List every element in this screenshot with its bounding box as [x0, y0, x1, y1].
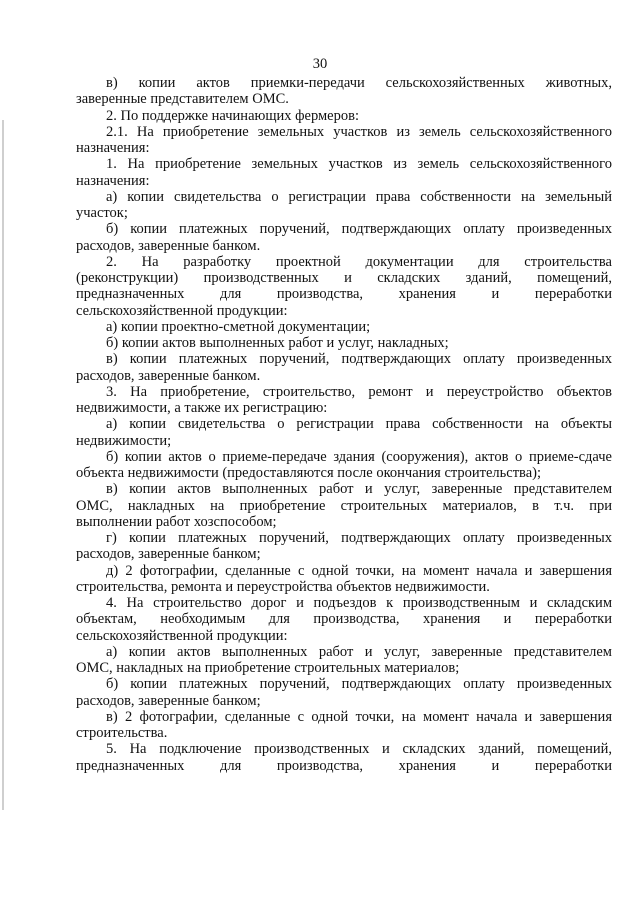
text-line: объекта недвижимости (предоставляются после окончания строительства); — [76, 465, 542, 481]
text-line: б) копии актов о приеме-передаче здания (сооружения), актов о приеме-сдаче — [106, 448, 612, 465]
text-line: ОМС, накладных на приобретение строительных материалов; — [76, 660, 460, 676]
text-line: д) 2 фотографии, сделанные с одной точки, на момент начала и завершения — [106, 562, 612, 579]
text-line: недвижимости; — [76, 432, 172, 449]
page-number: 30 — [312, 56, 328, 72]
text-line: в) копии актов выполненных работ и услуг, заверенные представителем — [106, 481, 612, 498]
text-line: строительства. — [76, 725, 168, 741]
text-line: сельскохозяйственной продукции: — [76, 627, 288, 644]
text-line: расходов, заверенные банком; — [76, 692, 261, 709]
text-line: 5. На подключение производственных и складских зданий, помещений, — [106, 741, 612, 758]
text-line: а) копии свидетельства о регистрации права собственности на объекты — [106, 416, 612, 433]
text-line: 3. На приобретение, строительство, ремонт и переустройство объектов — [106, 383, 612, 400]
text-line: 4. На строительство дорог и подъездов к производственным и складским — [106, 595, 612, 611]
text-line: объектам, необходимым для производства, хранения и переработки — [76, 611, 612, 628]
text-line: назначения: — [76, 172, 150, 189]
text-line: г) копии платежных поручений, подтверждающих оплату произведенных — [106, 530, 612, 546]
text-line: б) копии актов выполненных работ и услуг, накладных; — [106, 335, 449, 351]
document-body — [76, 75, 612, 774]
text-line: в) копии актов приемки-передачи сельскохозяйственных животных, — [106, 75, 612, 91]
text-line: сельскохозяйственной продукции: — [76, 302, 288, 319]
text-line: 1. На приобретение земельных участков из земель сельскохозяйственного — [106, 156, 612, 173]
text-line: 2. На разработку проектной документации для строительства — [106, 253, 612, 270]
text-line: предназначенных для производства, хранения и переработки — [76, 286, 612, 303]
text-line: назначения: — [76, 140, 150, 156]
text-line: недвижимости, а также их регистрацию: — [76, 400, 328, 416]
text-line: расходов, заверенные банком. — [76, 367, 261, 384]
text-line: заверенные представителем ОМС. — [76, 91, 289, 108]
text-line: расходов, заверенные банком. — [76, 237, 261, 254]
text-line: а) копии свидетельства о регистрации права собственности на земельный — [106, 188, 612, 205]
scan-edge-shadow — [2, 120, 4, 810]
text-line: предназначенных для производства, хранения и переработки — [76, 757, 612, 774]
text-line: в) копии платежных поручений, подтверждающих оплату произведенных — [106, 351, 612, 368]
text-line: выполнении работ хозспособом; — [76, 513, 277, 530]
text-line: а) копии актов выполненных работ и услуг, заверенные представителем — [106, 643, 612, 660]
text-line: 2. По поддержке начинающих фермеров: — [106, 107, 359, 124]
text-line: строительства, ремонта и переустройства объектов недвижимости. — [76, 578, 490, 595]
text-line: ОМС, накладных на приобретение строительных материалов, в т.ч. при — [76, 497, 612, 514]
text-line: 2.1. На приобретение земельных участков из земель сельскохозяйственного — [106, 123, 612, 140]
text-line: б) копии платежных поручений, подтверждающих оплату произведенных — [106, 221, 612, 238]
text-line: (реконструкции) производственных и складских зданий, помещений, — [76, 270, 612, 286]
text-line: в) 2 фотографии, сделанные с одной точки, на момент начала и завершения — [106, 708, 612, 725]
text-line: расходов, заверенные банком; — [76, 546, 261, 563]
text-line: а) копии проектно-сметной документации; — [106, 318, 371, 335]
document-text — [76, 75, 612, 774]
text-line: участок; — [76, 205, 128, 221]
text-line: б) копии платежных поручений, подтверждающих оплату произведенных — [106, 676, 612, 693]
